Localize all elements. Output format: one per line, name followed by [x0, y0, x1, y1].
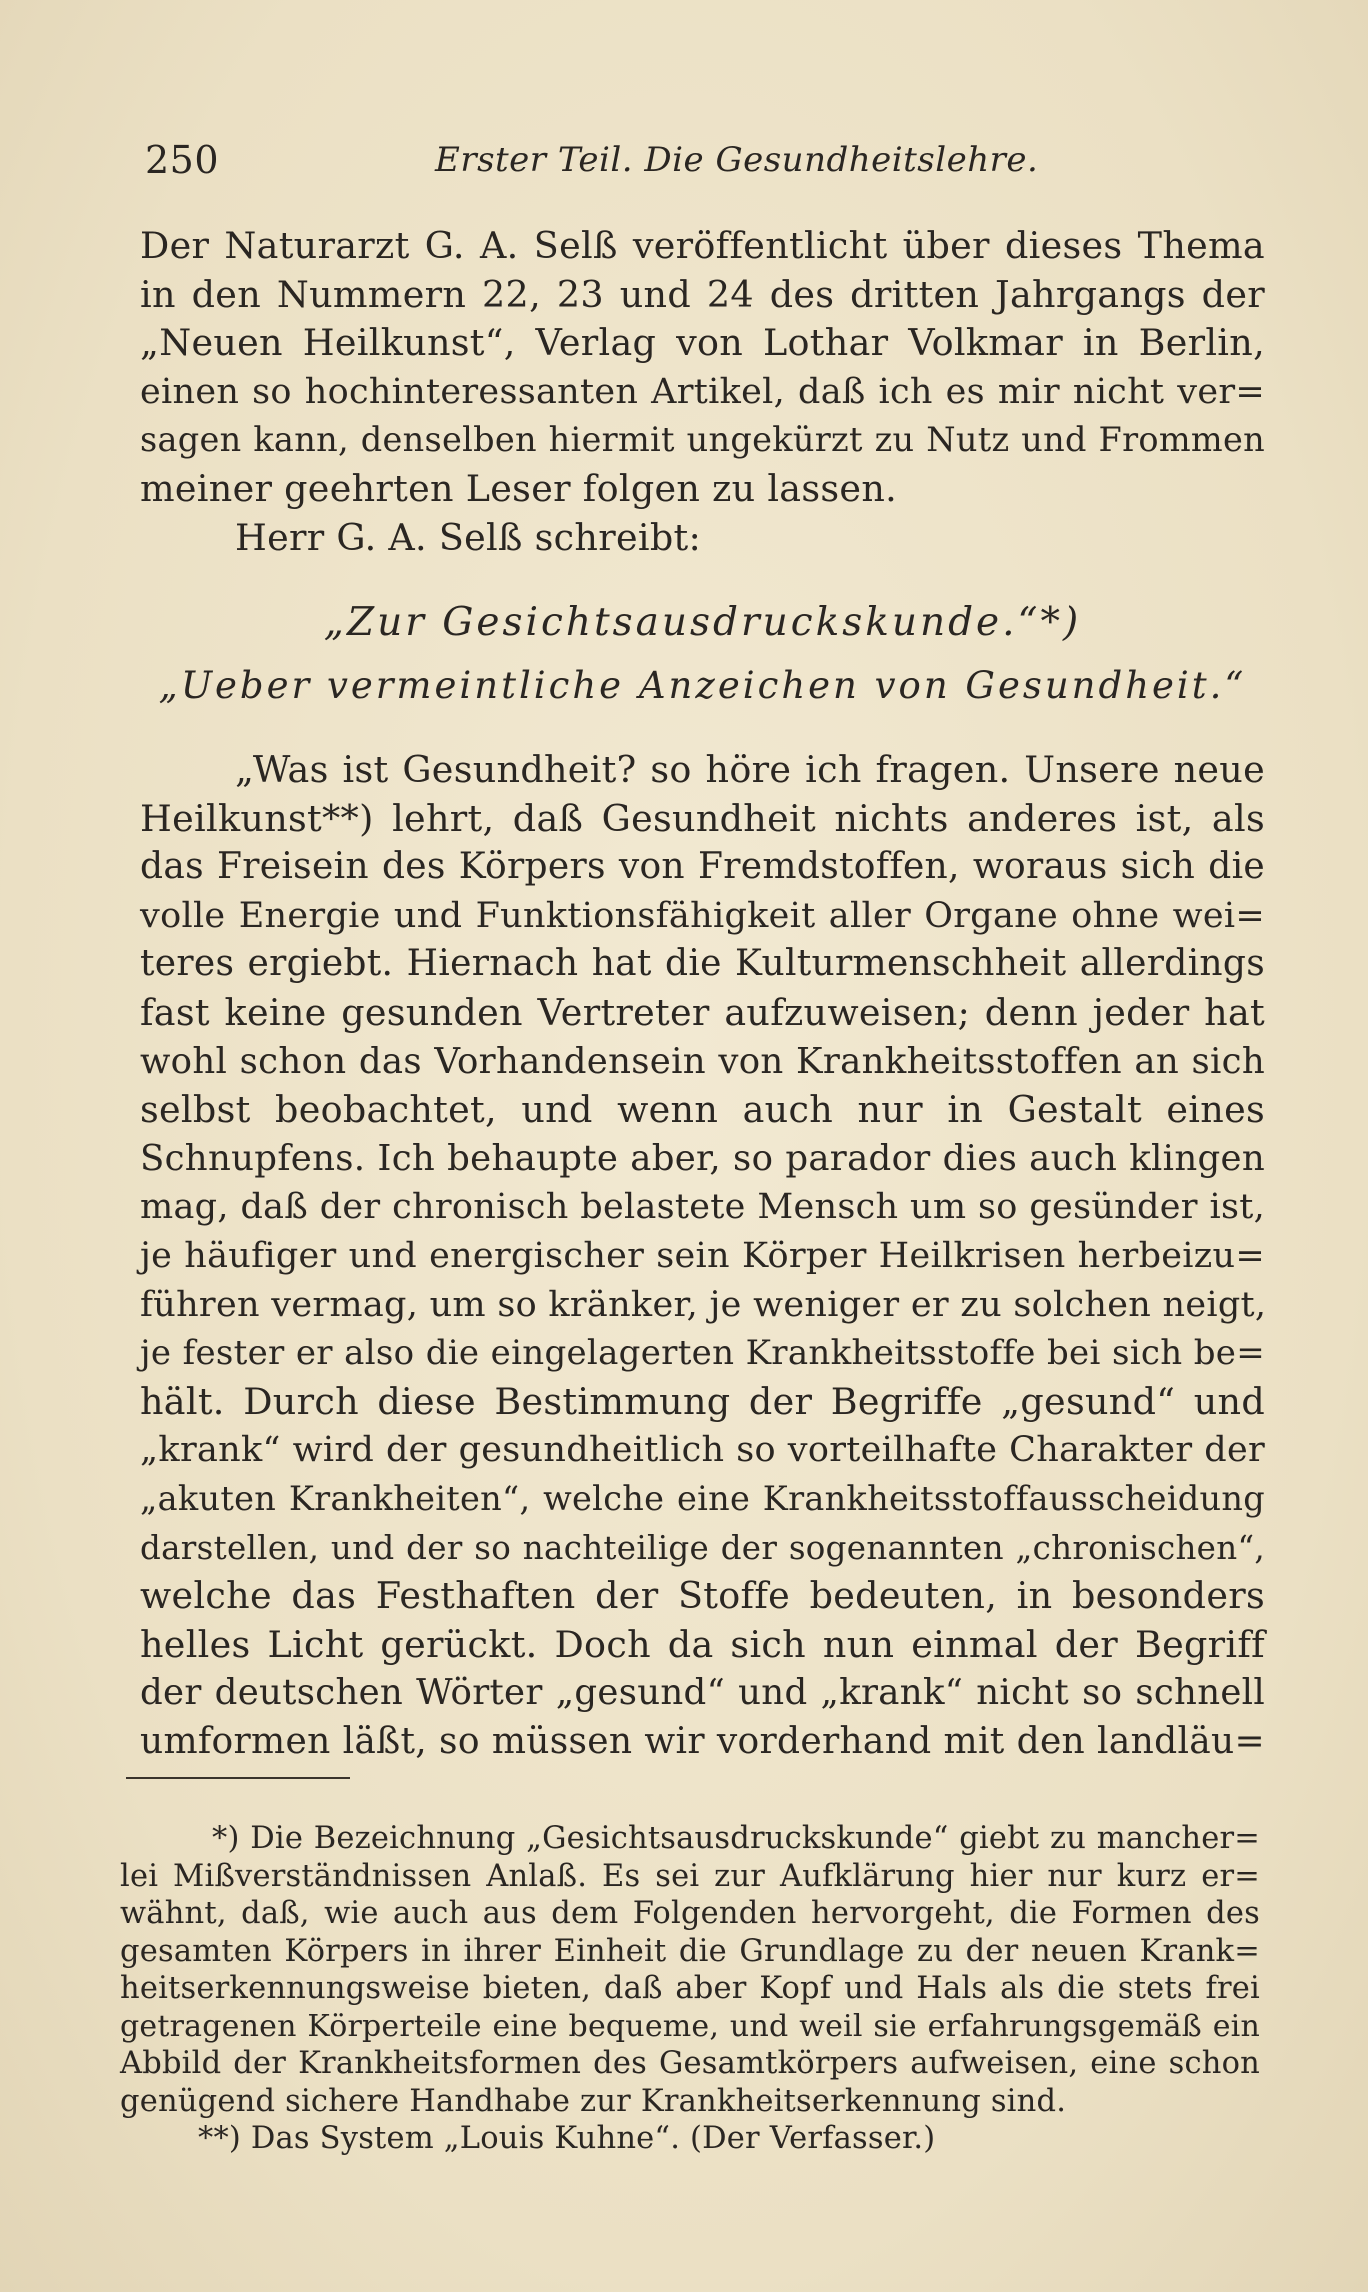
- text-line: mag, daß der chronisch belastete Mensch um so gesünder ist,: [140, 1187, 1265, 1228]
- footnote-line: gesamten Körpers in ihrer Einheit die Grundlage zu der neuen Krank=: [120, 1933, 1260, 1969]
- section-subheading: „Ueber vermeintliche Anzeichen von Gesundheit.“: [158, 664, 1247, 707]
- text-line: „krank“ wird der gesundheitlich so vorteilhafte Charakter der: [140, 1430, 1265, 1471]
- footnote-line: *) Die Bezeichnung „Gesichtsausdruckskunde“ giebt zu mancher=: [212, 1821, 1260, 1856]
- footnote-divider: [126, 1777, 350, 1779]
- footnotes: [120, 1820, 1260, 2158]
- text-line: „akuten Krankheiten“, welche eine Krankheitsstoffausscheidung: [140, 1478, 1265, 1518]
- footnote-line: Abbild der Krankheitsformen des Gesamtkörpers aufweisen, eine schon: [120, 2046, 1260, 2081]
- text-line: je häufiger und energischer sein Körper Heilkrisen herbeizu=: [140, 1235, 1265, 1276]
- footnote-line: wähnt, daß, wie auch aus dem Folgenden hervorgeht, die Formen des: [120, 1896, 1260, 1931]
- text-line: der deutschen Wörter „gesund“ und „krank“ nicht so schnell: [140, 1672, 1265, 1714]
- text-line: helles Licht gerückt. Doch da sich nun einmal der Begriff: [140, 1622, 1265, 1666]
- footnote-line: **) Das System „Louis Kuhne“. (Der Verfasser.): [198, 2121, 936, 2156]
- running-head: [145, 138, 1255, 188]
- text-line: führen vermag, um so kränker, je weniger er zu solchen neigt,: [140, 1284, 1267, 1325]
- text-line: das Freisein des Körpers von Fremdstoffen, woraus sich die: [140, 846, 1265, 888]
- footnote-line: genügend sichere Handhabe zur Krankheitserkennung sind.: [120, 2083, 1067, 2119]
- intro-paragraph: [140, 222, 1265, 562]
- footnote-line: getragenen Körperteile eine bequeme, und weil sie erfahrungsgemäß ein: [120, 2008, 1260, 2044]
- intro-signoff: Herr G. A. Selß schreibt:: [235, 515, 702, 559]
- text-line: darstellen, und der so nachteilige der sogenannten „chronischen“,: [140, 1528, 1265, 1567]
- text-line: sagen kann, denselben hiermit ungekürzt zu Nutz und Frommen: [140, 420, 1265, 460]
- text-line: volle Energie und Funktionsfähigkeit aller Organe ohne wei=: [140, 895, 1265, 936]
- section-heading: „Zur Gesichtsausdruckskunde.“*): [323, 600, 1082, 645]
- text-line: umformen läßt, so müssen wir vorderhand mit den landläu=: [140, 1720, 1265, 1762]
- text-line: selbst beobachtet, und wenn auch nur in Gestalt eines: [140, 1088, 1265, 1132]
- footnote-line: lei Mißverständnissen Anlaß. Es sei zur Aufklärung hier nur kurz er=: [120, 1858, 1260, 1894]
- text-line: hält. Durch diese Bestimmung der Begriffe „gesund“ und: [140, 1379, 1265, 1423]
- footnote-line: heitserkennungsweise bieten, daß aber Kopf und Hals als die stets frei: [120, 1971, 1260, 2006]
- text-line: Heilkunst**) lehrt, daß Gesundheit nichts anderes ist, als: [140, 796, 1265, 840]
- text-line: in den Nummern 22, 23 und 24 des dritten Jahrgangs der: [140, 272, 1265, 316]
- text-line: je fester er also die eingelagerten Krankheitsstoffe bei sich be=: [140, 1333, 1265, 1374]
- text-line: Schnupfens. Ich behaupte aber, so parador dies auch klingen: [140, 1137, 1265, 1179]
- text-line: wohl schon das Vorhandensein von Krankheitsstoffen an sich: [140, 1040, 1265, 1082]
- text-line: fast keine gesunden Vertreter aufzuweisen; denn jeder hat: [140, 990, 1265, 1034]
- text-line: „Neuen Heilkunst“, Verlag von Lothar Volkmar in Berlin,: [140, 321, 1265, 365]
- text-line: meiner geehrten Leser folgen zu lassen.: [140, 466, 898, 510]
- running-title: Erster Teil. Die Gesundheitslehre.: [435, 140, 1039, 180]
- body-paragraph: [140, 746, 1265, 1766]
- page-number: 250: [145, 138, 220, 182]
- text-line: „Was ist Gesundheit? so höre ich fragen. Unsere neue: [235, 748, 1265, 791]
- text-line: welche das Festhaften der Stoffe bedeuten, in besonders: [140, 1574, 1265, 1618]
- text-line: einen so hochinteressanten Artikel, daß ich es mir nicht ver=: [140, 371, 1265, 412]
- text-line: teres ergiebt. Hiernach hat die Kulturmenschheit allerdings: [140, 943, 1265, 985]
- text-line: Der Naturarzt G. A. Selß veröffentlicht über dieses Thema: [140, 224, 1265, 267]
